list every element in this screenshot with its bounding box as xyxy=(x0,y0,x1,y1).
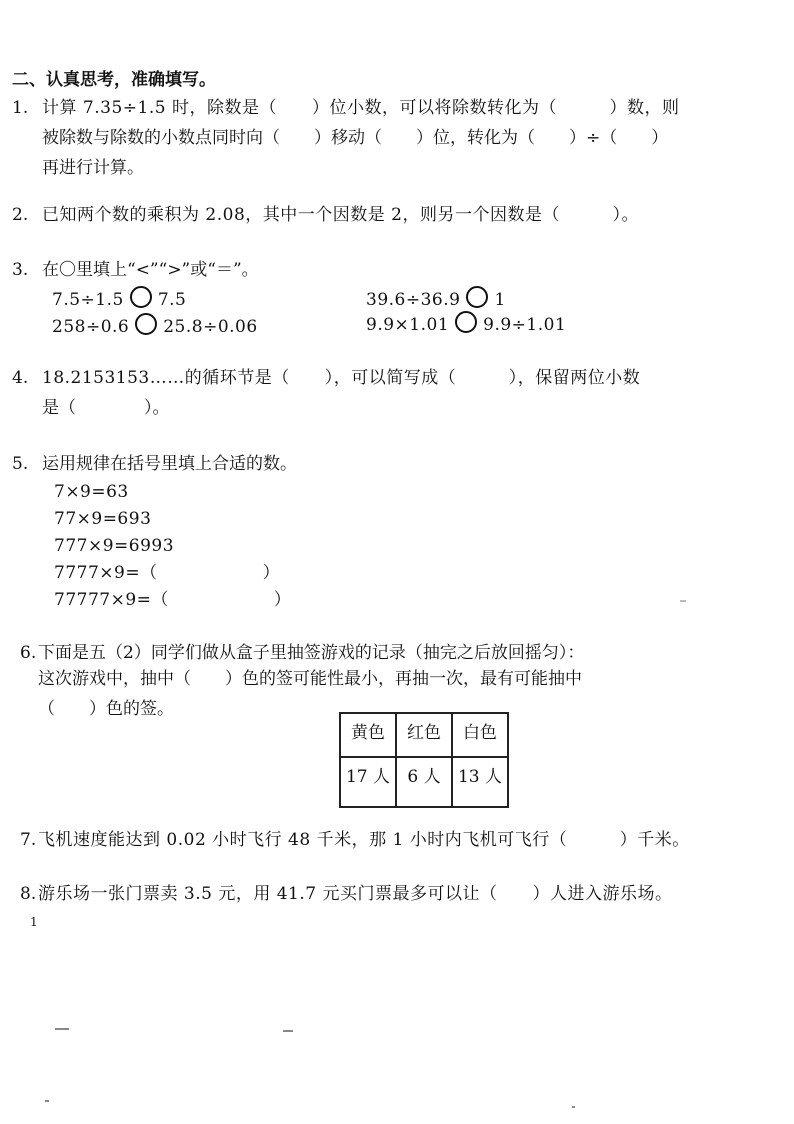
section-title: 二、认真思考，准确填写。 xyxy=(12,70,216,90)
q5-line-1: 7×9=63 xyxy=(54,482,129,502)
q3-item-3 xyxy=(52,313,258,339)
q1-line1: 计算 7.35÷1.5 时，除数是（ ）位小数，可以将除数转化为（ ）数，则 xyxy=(42,98,680,118)
q1-line2: 被除数与除数的小数点同时向（ ）移动（ ）位，转化为（ ）÷（ ） xyxy=(42,128,669,148)
q5-line-2: 77×9=693 xyxy=(54,509,152,529)
q8-text: 游乐场一张门票卖 3.5 元，用 41.7 元买门票最多可以让（ ）人进入游乐场。 xyxy=(38,884,673,904)
q3-item-2-right: 1 xyxy=(494,290,506,310)
table-header-cell: 白色 xyxy=(452,713,508,757)
draw-record-table xyxy=(339,712,509,808)
q3-number: 3. xyxy=(12,260,29,280)
q3-item-1-left: 7.5÷1.5 xyxy=(52,290,124,310)
scan-speck xyxy=(572,1106,575,1108)
q4-number: 4. xyxy=(12,368,29,388)
scan-speck xyxy=(283,1030,293,1032)
q3-item-4-left: 9.9×1.01 xyxy=(366,315,450,335)
q8-number: 8. xyxy=(20,884,37,904)
q3-item-1 xyxy=(52,286,186,312)
q6-line3: （ ）色的签。 xyxy=(38,699,174,719)
table-header-cell: 红色 xyxy=(396,713,452,757)
q2-text: 已知两个数的乘积为 2.08，其中一个因数是 2，则另一个因数是（ ）。 xyxy=(42,205,639,225)
q5-number: 5. xyxy=(12,454,29,474)
q4-line2: 是（ ）。 xyxy=(42,398,170,418)
page-number: 1 xyxy=(30,915,38,929)
q3-item-1-right: 7.5 xyxy=(157,290,187,310)
compare-circle-icon[interactable] xyxy=(130,286,152,308)
compare-circle-icon[interactable] xyxy=(455,311,477,333)
table-value-cell: 17 人 xyxy=(340,757,396,807)
scan-speck xyxy=(55,1028,69,1030)
q6-line1: 下面是五（2）同学们做从盒子里抽签游戏的记录（抽完之后放回摇匀）： xyxy=(38,643,585,663)
q6-number: 6. xyxy=(20,643,37,663)
q5-line-4: 7777×9=（ ） xyxy=(54,563,281,583)
compare-circle-icon[interactable] xyxy=(135,313,157,335)
q4-line1: 18.2153153……的循环节是（ ），可以简写成（ ），保留两位小数 xyxy=(42,368,641,388)
q3-text: 在〇里填上“<”“>”或“＝”。 xyxy=(42,260,259,280)
table-value-cell: 13 人 xyxy=(452,757,508,807)
q3-item-2-left: 39.6÷36.9 xyxy=(366,290,461,310)
q3-item-3-left: 258÷0.6 xyxy=(52,317,130,337)
q5-line-5: 77777×9=（ ） xyxy=(54,590,292,610)
scan-speck xyxy=(680,600,686,602)
q3-item-4 xyxy=(366,311,566,337)
q5-line-3: 777×9=6993 xyxy=(54,536,175,556)
q1-line3: 再进行计算。 xyxy=(42,158,144,178)
table-value-cell: 6 人 xyxy=(396,757,452,807)
q1-number: 1. xyxy=(12,98,29,118)
q6-line2: 这次游戏中，抽中（ ）色的签可能性最小，再抽一次，最有可能抽中 xyxy=(38,669,582,689)
q7-number: 7. xyxy=(20,830,37,850)
q5-text: 运用规律在括号里填上合适的数。 xyxy=(42,454,297,474)
q3-item-3-right: 25.8÷0.06 xyxy=(163,317,258,337)
compare-circle-icon[interactable] xyxy=(466,286,488,308)
q2-number: 2. xyxy=(12,205,29,225)
q3-item-4-right: 9.9÷1.01 xyxy=(483,315,567,335)
q7-text: 飞机速度能达到 0.02 小时飞行 48 千米，那 1 小时内飞机可飞行（ ）千米。 xyxy=(38,830,690,850)
q3-item-2 xyxy=(366,286,506,312)
table-header-cell: 黄色 xyxy=(340,713,396,757)
scan-speck xyxy=(45,1100,49,1102)
